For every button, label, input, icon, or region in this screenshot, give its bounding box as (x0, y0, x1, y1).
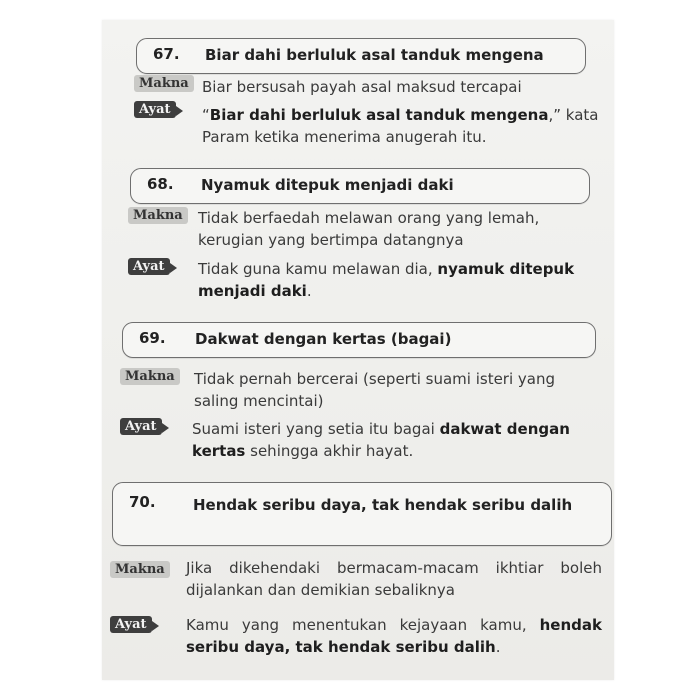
entry-heading (122, 322, 596, 358)
entry-number: 69. (139, 329, 166, 347)
makna-text: Biar bersusah payah asal maksud tercapai (202, 78, 522, 96)
ayat-text-pre: Tidak guna kamu melawan dia, (198, 260, 438, 278)
makna-label: Makna (110, 561, 170, 578)
makna-text: Jika dikehendaki bermacam-macam ikhtiar boleh dijalankan dan demikian sebaliknya (186, 559, 602, 599)
entry-title: Dakwat dengan kertas (bagai) (195, 330, 452, 348)
book-page (102, 20, 614, 680)
entry-heading (130, 168, 590, 204)
ayat-label: Ayat (120, 418, 162, 435)
entry-title: Nyamuk ditepuk menjadi daki (201, 176, 454, 194)
ayat-text-bold: dakwat dengan kertas (192, 420, 570, 460)
makna-label: Makna (134, 75, 194, 92)
makna-label: Makna (128, 207, 188, 224)
ayat-text-pre: Kamu yang menentukan kejayaan kamu, (186, 616, 540, 634)
ayat-text (198, 258, 602, 302)
entry-title: Hendak seribu daya, tak hendak seribu dalih (193, 496, 573, 514)
ayat-text-pre: “ (202, 106, 210, 124)
ayat-text-pre: Suami isteri yang setia itu bagai (192, 420, 440, 438)
ayat-text-bold: nyamuk ditepuk menjadi daki (198, 260, 575, 300)
ayat-text-bold: hendak seribu daya, tak hendak seribu dalih (186, 616, 602, 656)
ayat-text-post: ,” kata Param ketika menerima anugerah itu. (202, 106, 599, 146)
makna-label: Makna (120, 368, 180, 385)
ayat-label: Ayat (128, 258, 170, 275)
entry-heading (136, 38, 586, 74)
entry-number: 68. (147, 175, 174, 193)
entry-number: 70. (129, 493, 156, 511)
ayat-text (186, 614, 602, 658)
entry-heading (112, 482, 612, 546)
ayat-label: Ayat (110, 616, 152, 633)
entry-title: Biar dahi berluluk asal tanduk mengena (205, 46, 544, 64)
ayat-text (202, 104, 602, 148)
ayat-text-post: . (306, 282, 312, 300)
ayat-text (192, 418, 602, 462)
ayat-text-post: . (495, 638, 501, 656)
entry-number: 67. (153, 45, 180, 63)
makna-text: Tidak berfaedah melawan orang yang lemah, kerugian yang bertimpa datangnya (198, 209, 540, 249)
ayat-text-bold: Biar dahi berluluk asal tanduk mengena (209, 106, 549, 124)
ayat-text-post: sehingga akhir hayat. (245, 442, 414, 460)
makna-text: Tidak pernah bercerai (seperti suami isteri yang saling mencintai) (194, 370, 556, 410)
ayat-label: Ayat (134, 101, 176, 118)
